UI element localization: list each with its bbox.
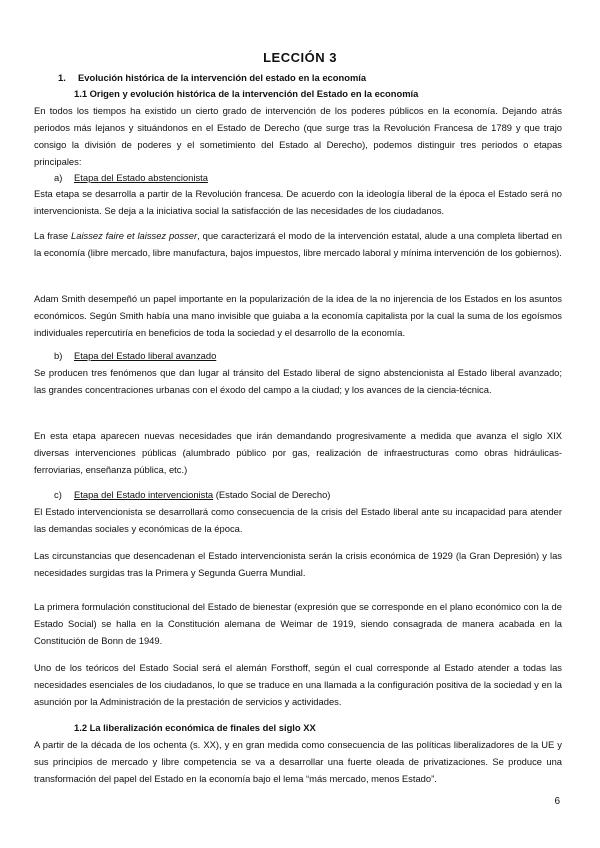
subsection-b-title: Etapa del Estado liberal avanzado	[74, 350, 217, 361]
subsection-c-extra: (Estado Social de Derecho)	[213, 489, 331, 500]
paragraph-a2-italic: Laissez faire et laissez posser	[71, 230, 198, 241]
paragraph-c1: El Estado intervencionista se desarrollará como consecuencia de la crisis del Estado liberal ante su incapacidad para atender las demandas sociales y económicas de la época.	[34, 506, 562, 534]
subsection-a-title: Etapa del Estado abstencionista	[74, 172, 208, 183]
paragraph-a3: Adam Smith desempeñó un papel importante en la popularización de la idea de la no injerencia de los Estados en los asuntos económicos. Según Smith había una mano invisible que guiaba a la economía capitalista por la cual la suma de los egoísmos individuales repercutiría en beneficios de toda la sociedad y el desarrollo de la economía.	[34, 293, 562, 338]
subsection-c-title: Etapa del Estado intervencionista	[74, 489, 214, 500]
paragraph-c3: La primera formulación constitucional del Estado de bienestar (expresión que se corresponde en el plano económico con la de Estado Social) se halla en la Constitución alemana de Weimar de 1919, siendo consagrada de manera acabada en la Constitución de Bonn de 1949.	[34, 601, 562, 646]
subsection-b-letter: b)	[54, 350, 63, 361]
subsection-heading-1-2: 1.2 La liberalización económica de finales del siglo XX	[74, 722, 316, 733]
paragraph-a2-start: La frase	[34, 230, 72, 241]
paragraph-c2: Las circunstancias que desencadenan el Estado intervencionista serán la crisis económica de 1929 (la Gran Depresión) y las necesidades surgidas tras la Primera y Segunda Guerra Mundial.	[34, 550, 562, 578]
paragraph-intro: En todos los tiempos ha existido un cierto grado de intervención de los poderes públicos en la economía. Dejando atrás periodos más lejanos y situándonos en el Estado de Derecho (que surge tras la Revolución Francesa de 1789 y que trajo consigo la división de poderes y el sometimiento del Estado al Derecho), podemos distinguir tres periodos o etapas principales:	[34, 105, 562, 167]
subsection-b-heading	[54, 350, 216, 361]
section-number: 1.	[58, 72, 66, 83]
lesson-title: LECCIÓN 3	[263, 50, 337, 65]
paragraph-a2	[34, 227, 562, 261]
subsection-a-letter: a)	[54, 172, 63, 183]
section-heading-1	[58, 72, 366, 83]
paragraph-a2-end: , que caracterizará el modo de la intervención estatal, alude a una completa libertad en la economía (libre mercado, libre manufactura, bajos impuestos, libre mercado laboral y mínima intervención de los gobiernos).	[34, 230, 562, 258]
page-number: 6	[554, 796, 560, 807]
paragraph-a1: Esta etapa se desarrolla a partir de la Revolución francesa. De acuerdo con la ideología liberal de la época el Estado será no intervencionista. Se deja a la iniciativa social la satisfacción de las necesidades de los ciudadanos.	[34, 188, 562, 216]
subsection-c-heading	[54, 489, 330, 500]
paragraph-b2: En esta etapa aparecen nuevas necesidades que irán demandando progresivamente a medida que avanza el siglo XIX diversas intervenciones públicas (alumbrado público por gas, realización de infraestructuras como obras hidráulicas-ferroviarias, enseñanza pública, etc.)	[34, 430, 562, 475]
paragraph-b1: Se producen tres fenómenos que dan lugar al tránsito del Estado liberal de signo abstencionista al Estado liberal avanzado; las grandes concentraciones urbanas con el éxodo del campo a la ciudad; y los avances de la ciencia-técnica.	[34, 367, 562, 395]
section-heading-text: Evolución histórica de la intervención del estado en la economía	[78, 72, 367, 83]
paragraph-d1: A partir de la década de los ochenta (s. XX), y en gran medida como consecuencia de las políticas liberalizadores de la UE y sus principios de mercado y libre competencia se va a desarrollar una fuerte oleada de privatizaciones. Se produce una transformación del papel del Estado en la economía bajo el lema “más mercado, menos Estado”.	[34, 739, 562, 784]
subsection-c-letter: c)	[54, 489, 62, 500]
subsection-a-heading	[54, 172, 208, 183]
subsection-heading-1-1: 1.1 Origen y evolución histórica de la intervención del Estado en la economía	[74, 88, 419, 99]
paragraph-c4: Uno de los teóricos del Estado Social será el alemán Forsthoff, según el cual corresponde al Estado atender a todas las necesidades esenciales de los ciudadanos, lo que se traduce en una llamada a la configuración positiva de la sociedad y en la asunción por la Administración de la prestación de servicios y actividades.	[34, 662, 562, 707]
